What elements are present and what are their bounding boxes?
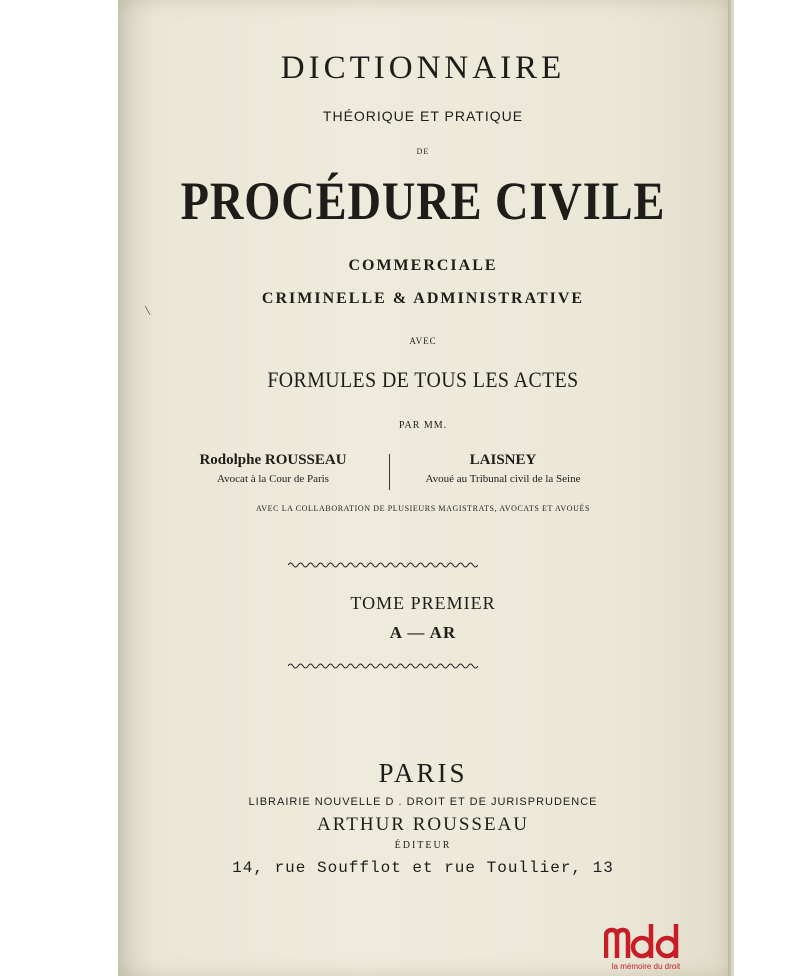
author-laisney — [398, 452, 608, 485]
imprint-publisher: ARTHUR ROUSSEAU — [316, 814, 530, 835]
imprint-librairie: LIBRAIRIE NOUVELLE D . DROIT ET DE JURISPRUDENCE — [248, 796, 598, 808]
page-edge — [728, 0, 734, 976]
mdd-logo-icon — [604, 922, 686, 960]
label-par-mm: PAR MM. — [398, 420, 448, 431]
main-title-procedure: PROCÉDURE CIVILE — [180, 171, 666, 231]
book-title-page — [118, 0, 728, 976]
subtitle-theorique: THÉORIQUE ET PRATIQUE — [322, 108, 524, 124]
heading-dictionnaire: DICTIONNAIRE — [280, 50, 566, 86]
ornament-rule-top — [288, 561, 478, 569]
author-name: Rodolphe ROUSSEAU — [199, 452, 347, 468]
ornament-rule-bottom — [288, 662, 478, 670]
connector-de: DE — [416, 147, 430, 156]
imprint-address: 14, rue Soufflot et rue Toullier, 13 — [232, 859, 614, 877]
collaboration-line: AVEC LA COLLABORATION DE PLUSIEURS MAGISTRATS, AVOCATS ET AVOUÉS — [255, 504, 591, 513]
authors-divider — [389, 454, 390, 490]
author-role: Avoué au Tribunal civil de la Seine — [425, 473, 581, 485]
stray-mark-icon: \ — [144, 303, 152, 320]
watermark-tagline: la mémoire du droit — [611, 962, 681, 971]
connector-avec: AVEC — [409, 336, 437, 346]
author-role: Avocat à la Cour de Paris — [217, 473, 329, 485]
watermark-logo — [604, 922, 686, 976]
imprint-city: PARIS — [378, 758, 468, 788]
subtitle-formules: FORMULES DE TOUS LES ACTES — [267, 367, 579, 392]
authors-block — [118, 452, 728, 496]
author-name: LAISNEY — [469, 452, 537, 468]
subtitle-commerciale: COMMERCIALE — [348, 257, 498, 274]
tome-label: TOME PREMIER — [350, 593, 496, 613]
volume-range: A — AR — [389, 623, 457, 642]
imprint-editeur: ÉDITEUR — [394, 840, 452, 851]
subtitle-criminelle: CRIMINELLE & ADMINISTRATIVE — [261, 290, 585, 307]
author-rousseau — [158, 452, 388, 485]
